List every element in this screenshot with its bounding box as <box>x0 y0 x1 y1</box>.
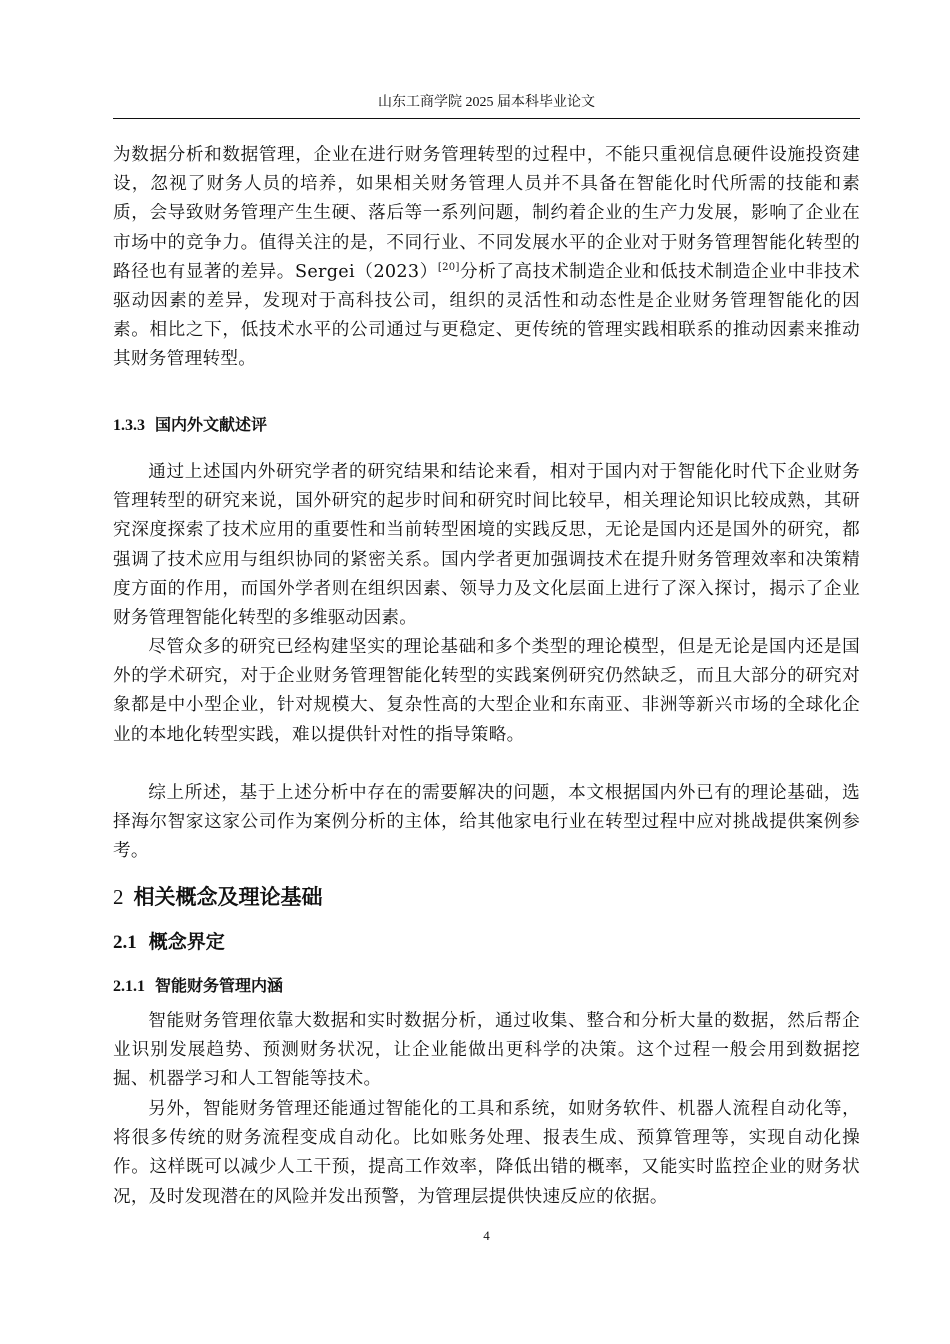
paragraph-5 <box>113 1007 860 1095</box>
paragraph-text: 通过上述国内外研究学者的研究结果和结论来看，相对于国内对于智能化时代下企业财务管理转型的研究来说，国外研究的起步时间和研究时间比较早，相关理论知识比较成熟，其研究深度探索了技术应用的重要性和当前转型困境的实践反思，无论是国内还是国外的研究，都强调了技术应用与组织协同的紧密关系。国内学者更加强调技术在提升财务管理效率和决策精度方面的作用，而国外学者则在组织因素、领导力及文化层面上进行了深入探讨，揭示了企业财务管理智能化转型的多维驱动因素。 <box>113 462 860 629</box>
paragraph-text: 综上所述，基于上述分析中存在的需要解决的问题，本文根据国内外已有的理论基础，选择海尔智家这家公司作为案例分析的主体，给其他家电行业在转型过程中应对挑战提供案例参考。 <box>113 783 860 862</box>
paragraph-text <box>113 141 860 375</box>
paragraph-6 <box>113 1095 860 1212</box>
paragraph-4 <box>113 779 860 867</box>
section-heading-1-3-3 <box>113 414 267 437</box>
page-number: 4 <box>483 1228 490 1243</box>
heading-number: 2.1.1 <box>113 978 145 995</box>
heading-number: 2.1 <box>113 932 137 953</box>
paragraph-text: 智能财务管理依靠大数据和实时数据分析，通过收集、整合和分析大量的数据，然后帮企业识别发展趋势、预测财务状况，让企业能做出更科学的决策。这个过程一般会用到数据挖掘、机器学习和人工智能等技术。 <box>113 1011 860 1090</box>
section-heading-2-1 <box>113 929 225 956</box>
heading-text: 智能财务管理内涵 <box>155 976 284 995</box>
section-heading-2-1-1 <box>113 975 283 998</box>
citation-ref: [20] <box>437 261 460 273</box>
heading-text: 相关概念及理论基础 <box>133 885 323 909</box>
heading-text: 概念界定 <box>148 931 225 953</box>
heading-number: 1.3.3 <box>113 417 145 434</box>
paragraph-1 <box>113 141 860 375</box>
header-divider <box>113 118 860 119</box>
heading-text: 国内外文献述评 <box>155 415 268 434</box>
paragraph-1-part-b: 分析了高技术制造企业和低技术制造企业中非技术驱动因素的差异，发现对于高科技公司，组织的灵活性和动态性是企业财务管理智能化的因素。相比之下，低技术水平的公司通过与更稳定、更传统的管理实践相联系的推动因素来推动其财务管理转型。 <box>113 261 860 370</box>
paragraph-1-part-a: 为数据分析和数据管理，企业在进行财务管理转型的过程中，不能只重视信息硬件设施投资建设，忽视了财务人员的培养，如果相关财务管理人员并不具备在智能化时代所需的技能和素质，会导致财务管理产生生硬、落后等一系列问题，制约着企业的生产力发展，影响了企业在市场中的竞争力。值得关注的是，不同行业、不同发展水平的企业对于财务管理智能化转型的路径也有显著的差异。Sergei（2023） <box>113 145 860 282</box>
paragraph-text: 另外，智能财务管理还能通过智能化的工具和系统，如财务软件、机器人流程自动化等，将很多传统的财务流程变成自动化。比如账务处理、报表生成、预算管理等，实现自动化操作。这样既可以减少人工干预，提高工作效率，降低出错的概率，又能实时监控企业的财务状况，及时发现潜在的风险并发出预警，为管理层提供快速反应的依据。 <box>113 1099 860 1207</box>
paragraph-3 <box>113 633 860 750</box>
chapter-heading-2 <box>113 883 323 911</box>
paragraph-2 <box>113 458 860 633</box>
running-header: 山东工商学院 2025 届本科毕业论文 <box>378 95 595 110</box>
heading-number: 2 <box>113 885 124 909</box>
paragraph-text: 尽管众多的研究已经构建坚实的理论基础和多个类型的理论模型，但是无论是国内还是国外的学术研究，对于企业财务管理智能化转型的实践案例研究仍然缺乏，而且大部分的研究对象都是中小型企业，针对规模大、复杂性高的大型企业和东南亚、非洲等新兴市场的全球化企业的本地化转型实践，难以提供针对性的指导策略。 <box>113 637 860 745</box>
